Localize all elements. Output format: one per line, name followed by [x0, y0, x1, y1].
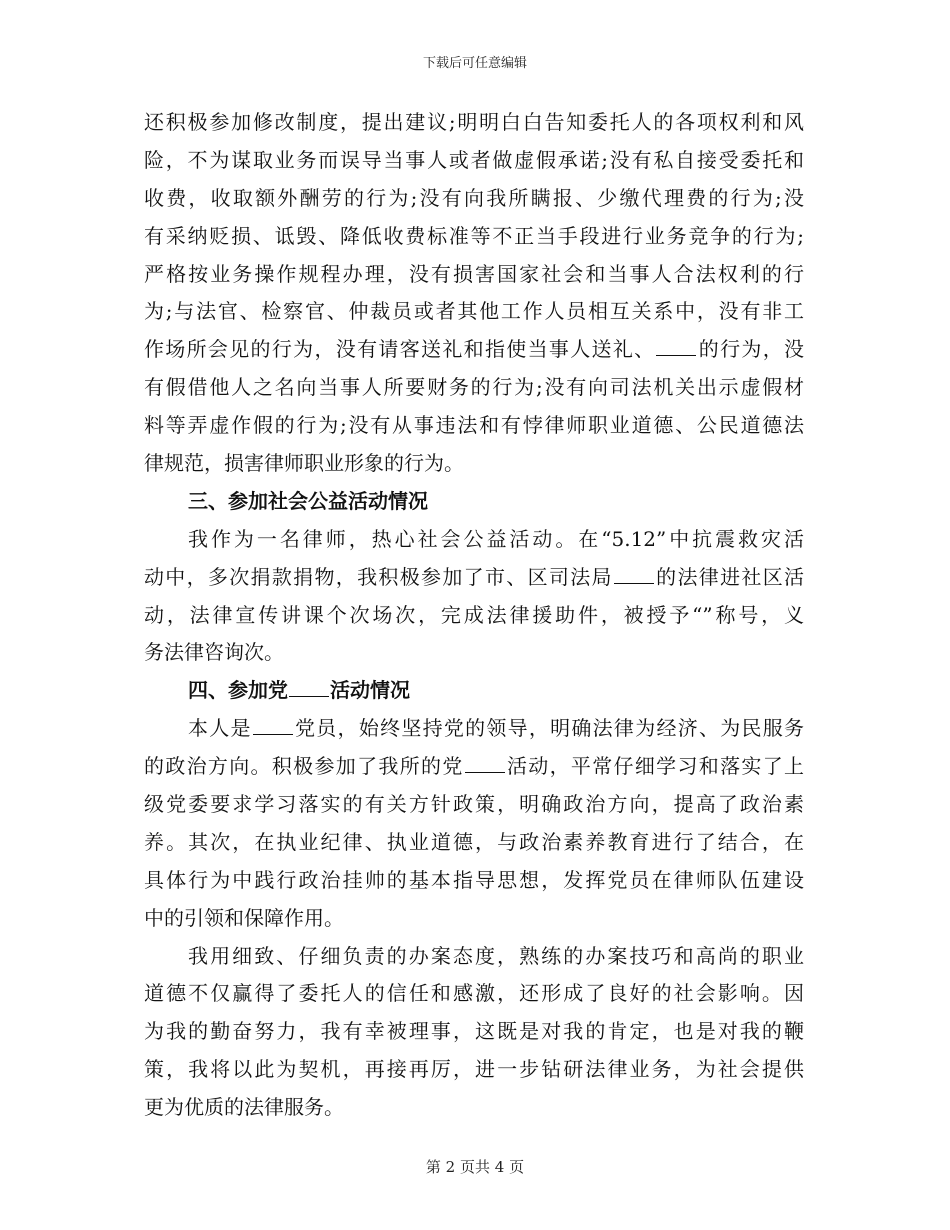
- section-heading: 三、参加社会公益活动情况: [188, 488, 428, 513]
- text-line: 动，法律宣传讲课个次场次，完成法律援助件，被授予“”称号，义: [144, 602, 804, 627]
- text-line: 中的引领和保障作用。: [144, 905, 344, 930]
- text-line: 我用细致、仔细负责的办案态度，熟练的办案技巧和高尚的职业: [188, 943, 804, 968]
- text-line: 务法律咨询次。: [144, 640, 284, 665]
- text-line: 具体行为中践行政治挂帅的基本指导思想，发挥党员在律师队伍建设: [144, 867, 804, 892]
- text-line: 险，不为谋取业务而误导当事人或者做虚假承诺;没有私自接受委托和: [144, 147, 804, 172]
- text-segment: 党员，始终坚持党的领导，明确法律为经济、为民服务: [293, 716, 804, 741]
- text-line: 为我的勤奋努力，我有幸被理事，这既是对我的肯定，也是对我的鞭: [144, 1019, 804, 1044]
- text-line: 有采纳贬损、诋毁、降低收费标准等不正当手段进行业务竞争的行为;: [144, 223, 804, 248]
- blank-underline: [656, 337, 696, 356]
- text-line: 有假借他人之名向当事人所要财务的行为;没有向司法机关出示虚假材: [144, 375, 804, 400]
- text-line: 收费，收取额外酬劳的行为;没有向我所瞒报、少缴代理费的行为;没: [144, 185, 804, 210]
- text-segment: 作场所会见的行为，没有请客送礼和指使当事人送礼、: [144, 337, 656, 362]
- text-segment: 活动，平常仔细学习和落实了上: [505, 754, 804, 779]
- text-line: 料等弄虚作假的行为;没有从事违法和有悖律师职业道德、公民道德法: [144, 413, 804, 438]
- text-segment: 四、参加党: [188, 678, 288, 703]
- text-line: 策，我将以此为契机，再接再厉，进一步钻研法律业务，为社会提供: [144, 1057, 804, 1082]
- text-line: [144, 748, 804, 786]
- text-line: [144, 559, 804, 597]
- text-segment: 的行为，没: [697, 337, 804, 362]
- text-line: 严格按业务操作规程办理，没有损害国家社会和当事人合法权利的行: [144, 261, 804, 286]
- text-line: 道德不仅赢得了委托人的信任和感激，还形成了良好的社会影响。因: [144, 981, 804, 1006]
- text-line: 更为优质的法律服务。: [144, 1095, 344, 1120]
- text-segment: 的法律进社区活: [654, 564, 804, 589]
- page-footer: 第 2 页共 4 页: [425, 1158, 525, 1176]
- text-line: 为;与法官、检察官、仲裁员或者其他工作人员相互关系中，没有非工: [144, 299, 804, 324]
- blank-underline: [465, 754, 505, 773]
- section-heading: [144, 672, 804, 710]
- text-segment: 活动情况: [330, 678, 410, 703]
- blank-underline: [253, 716, 293, 735]
- text-segment: 的政治方向。积极参加了我所的党: [144, 754, 464, 779]
- text-line: 还积极参加修改制度，提出建议;明明白白告知委托人的各项权利和风: [144, 110, 804, 134]
- text-line: [144, 710, 804, 748]
- text-line: 养。其次，在执业纪律、执业道德，与政治素养教育进行了结合，在: [144, 829, 804, 854]
- text-line: 我作为一名律师，热心社会公益活动。在“5.12”中抗震救灾活: [188, 526, 804, 551]
- blank-underline: [614, 565, 654, 584]
- text-line: 级党委要求学习落实的有关方针政策，明确政治方向，提高了政治素: [144, 792, 804, 817]
- text-segment: 本人是: [188, 716, 252, 741]
- text-line: [144, 331, 804, 369]
- text-segment: 动中，多次捐款捐物，我积极参加了市、区司法局: [144, 564, 613, 589]
- blank-underline: [289, 678, 329, 697]
- page-header: 下载后可任意编辑: [422, 56, 527, 71]
- text-line: 律规范，损害律师职业形象的行为。: [144, 451, 464, 476]
- document-body: [144, 104, 804, 1127]
